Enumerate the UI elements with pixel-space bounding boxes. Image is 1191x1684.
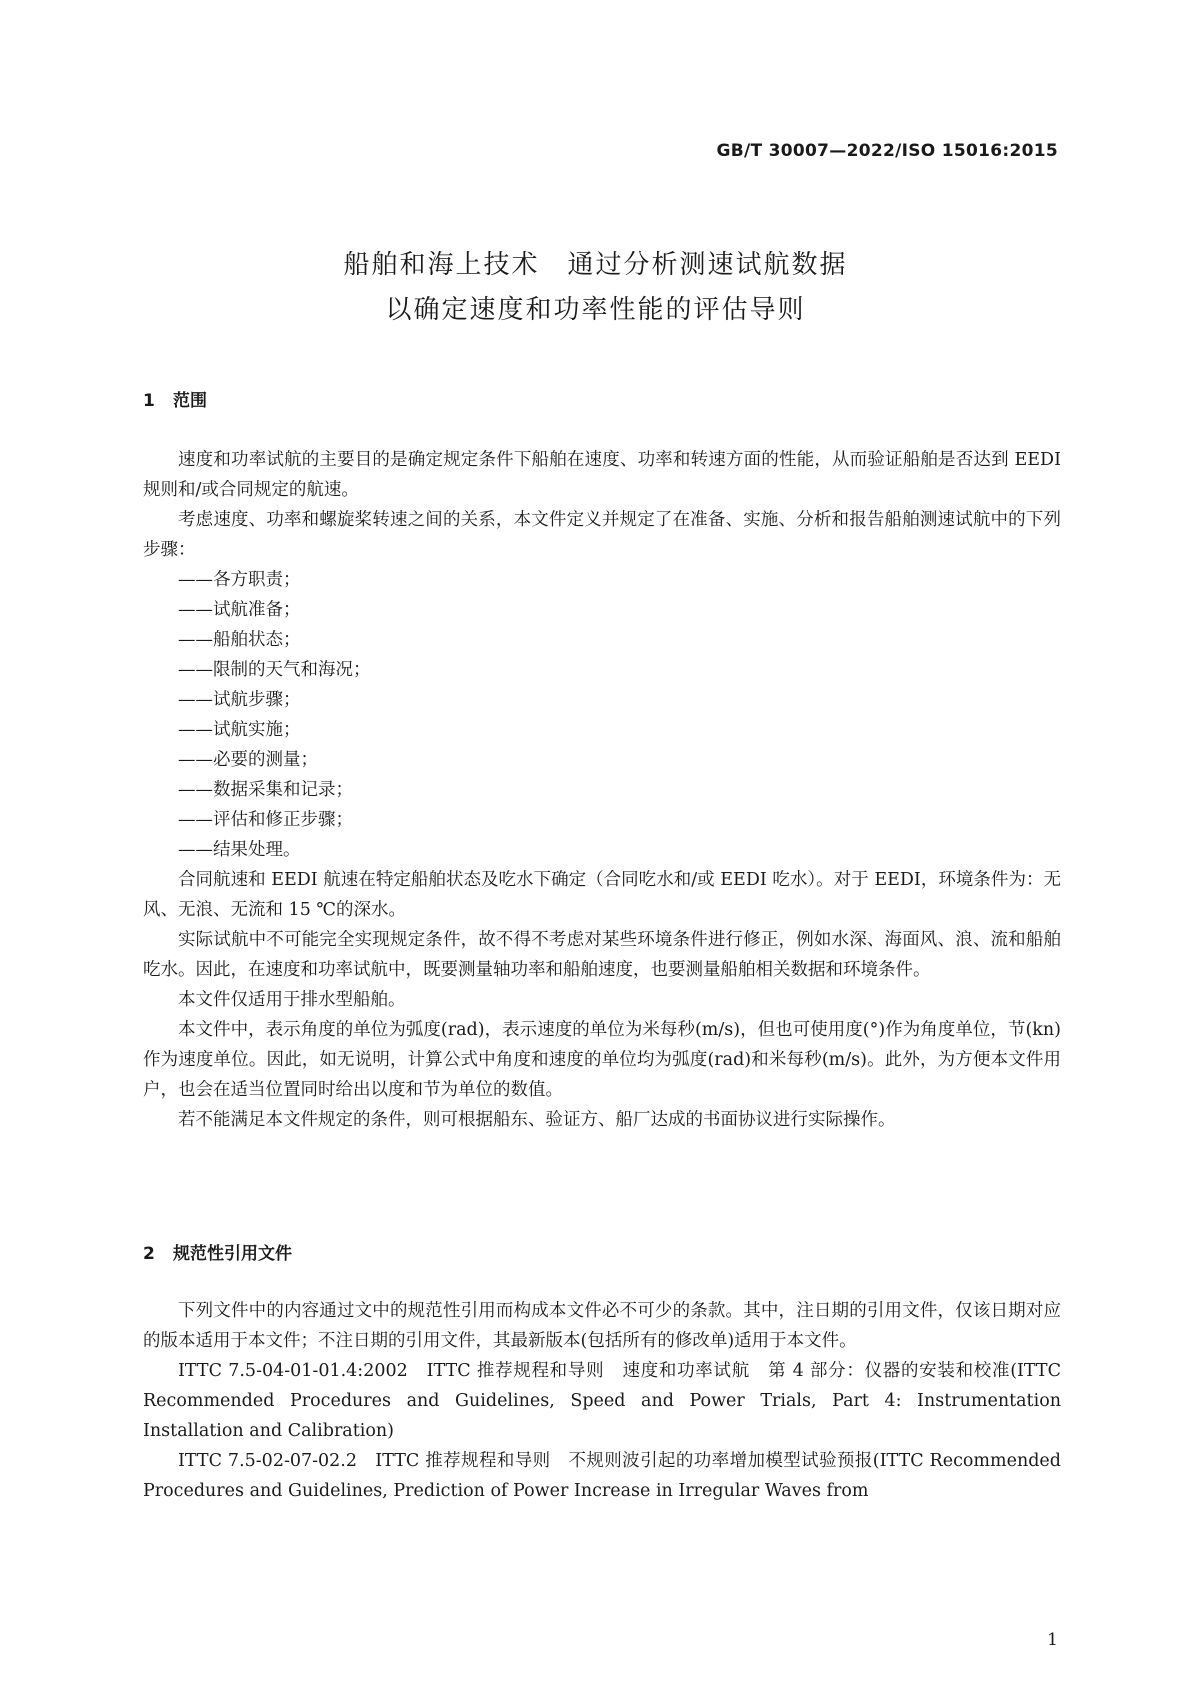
- section-1-title: 范围: [173, 391, 207, 411]
- paragraph: 实际试航中不可能完全实现规定条件，故不得不考虑对某些环境条件进行修正，例如水深、海面风、浪、流和船舶吃水。因此，在速度和功率试航中，既要测量轴功率和船舶速度，也要测量船舶相关数据和环境条件。: [143, 930, 1061, 980]
- paragraph: 本文件中，表示角度的单位为弧度(rad)，表示速度的单位为米每秒(m/s)，但也可使用度(°)作为角度单位，节(kn)作为速度单位。因此，如无说明，计算公式中角度和速度的单位均为弧度(rad)和米每秒(m/s)。此外，为方便本文件用户，也会在适当位置同时给出以度和节为单位的数值。: [143, 1020, 1061, 1100]
- paragraph: 合同航速和 EEDI 航速在特定船舶状态及吃水下确定（合同吃水和/或 EEDI 吃水）。对于 EEDI，环境条件为：无风、无浪、无流和 15 ℃的深水。: [143, 870, 1061, 920]
- list-item: ——各方职责；: [178, 570, 301, 590]
- list-item: ——结果处理。: [178, 840, 301, 860]
- page-number: 1: [1047, 1630, 1058, 1650]
- list-item: ——试航准备；: [178, 600, 301, 620]
- paragraph: 若不能满足本文件规定的条件，则可根据船东、验证方、船厂达成的书面协议进行实际操作。: [178, 1110, 896, 1130]
- list-item: ——试航实施；: [178, 720, 301, 740]
- document-title-line-1: 船舶和海上技术 通过分析测速试航数据: [343, 250, 848, 280]
- standard-code: GB/T 30007—2022/ISO 15016:2015: [716, 141, 1058, 161]
- section-2-number: 2: [143, 1244, 155, 1264]
- section-1-number: 1: [143, 391, 155, 411]
- list-item: ——必要的测量；: [178, 750, 318, 770]
- reference-entry: ITTC 7.5-02-07-02.2 ITTC 推荐规程和导则 不规则波引起的功率增加模型试验预报(ITTC Recommended Procedures and Guidelines, Prediction of Power Increase in Irregular Waves from: [143, 1451, 1061, 1501]
- section-1-body: [143, 445, 1061, 1135]
- section-2-title: 规范性引用文件: [173, 1244, 292, 1264]
- section-2-body: [143, 1296, 1061, 1506]
- list-item: ——评估和修正步骤；: [178, 810, 353, 830]
- list-item: ——数据采集和记录；: [178, 780, 353, 800]
- paragraph: 下列文件中的内容通过文中的规范性引用而构成本文件必不可少的条款。其中，注日期的引用文件，仅该日期对应的版本适用于本文件；不注日期的引用文件，其最新版本(包括所有的修改单)适用于本文件。: [143, 1301, 1061, 1351]
- list-item: ——限制的天气和海况；: [178, 660, 371, 680]
- section-1-heading: [143, 386, 207, 411]
- paragraph: 考虑速度、功率和螺旋桨转速之间的关系，本文件定义并规定了在准备、实施、分析和报告船舶测速试航中的下列步骤：: [143, 510, 1061, 560]
- list-item: ——船舶状态；: [178, 630, 301, 650]
- paragraph: 速度和功率试航的主要目的是确定规定条件下船舶在速度、功率和转速方面的性能，从而验证船舶是否达到 EEDI 规则和/或合同规定的航速。: [143, 450, 1061, 500]
- list-item: ——试航步骤；: [178, 690, 301, 710]
- document-title-line-2: 以确定速度和功率性能的评估导则: [385, 295, 806, 325]
- paragraph: 本文件仅适用于排水型船舶。: [178, 990, 406, 1010]
- reference-entry: ITTC 7.5-04-01-01.4:2002 ITTC 推荐规程和导则 速度和功率试航 第 4 部分：仪器的安装和校准(ITTC Recommended Procedures and Guidelines, Speed and Power Trials, Part 4: Instrumentation Installation and Calibration): [143, 1361, 1061, 1441]
- section-2-heading: [143, 1239, 292, 1264]
